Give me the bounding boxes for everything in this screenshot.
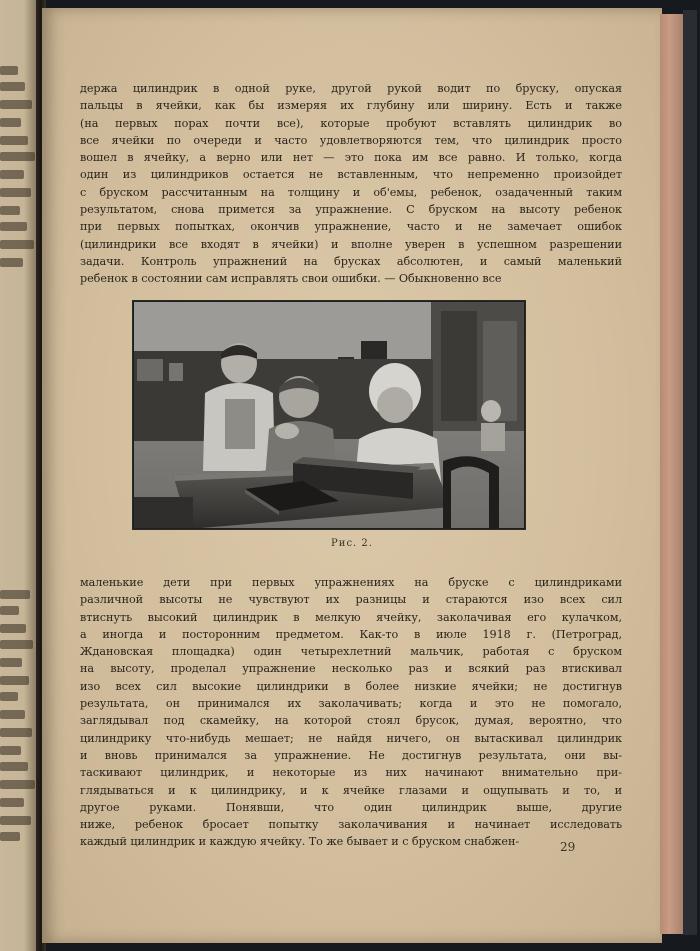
figure-caption: Рис. 2.	[331, 538, 373, 549]
paragraph-bottom-line: маленькие дети при первых упражнениях на бруске с цилиндриками	[80, 576, 622, 589]
photo-figure	[132, 300, 526, 530]
paragraph-top-line: пальцы в ячейки, как бы измеряя их глубину или ширину. Есть и также	[80, 99, 622, 113]
left-page-text-fragment	[0, 590, 30, 599]
book-page	[42, 8, 662, 943]
paragraph-top-line: вошел в ячейку, а верно или нет — это пока им все равно. И только, когда	[80, 151, 622, 165]
paragraph-top-line: задачи. Контроль упражнений на брусках абсолютен, и самый маленький	[80, 254, 622, 268]
left-page-text-fragment	[0, 780, 35, 789]
page-edge-stack	[660, 14, 684, 934]
paragraph-bottom-line: ниже, ребенок бросает попытку заколачивания и начинает исследовать	[80, 818, 622, 832]
paragraph-top-line: при первых попытках, окончив упражнение, часто и не замечает ошибок	[80, 220, 622, 234]
paragraph-bottom-line: и вновь принимался за упражнение. Не достигнув результата, они вы-	[80, 748, 622, 762]
left-page-text-fragment	[0, 100, 32, 109]
left-page-text-fragment	[0, 206, 20, 215]
book-cover-edge	[683, 10, 697, 935]
left-page-text-fragment	[0, 816, 31, 825]
left-page-text-fragment	[0, 66, 18, 75]
paragraph-top-line: с бруском рассчитанным на толщину и об'емы, ребенок, озадаченный таким	[80, 185, 622, 199]
left-page-text-fragment	[0, 832, 20, 841]
left-page-text-fragment	[0, 170, 24, 179]
left-page-text-fragments	[0, 0, 40, 951]
paragraph-bottom	[80, 574, 622, 851]
paragraph-bottom-line: Ждановская площадка) один четырехлетний мальчик, работая с бруском	[80, 645, 622, 659]
left-page-text-fragment	[0, 746, 21, 755]
paragraph-top	[80, 80, 622, 288]
left-page-text-fragment	[0, 82, 25, 91]
left-page-text-fragment	[0, 640, 33, 649]
left-page-text-fragment	[0, 710, 25, 719]
classroom-photo	[133, 301, 525, 529]
left-facing-page	[0, 0, 40, 951]
left-page-text-fragment	[0, 136, 28, 145]
paragraph-bottom-line: заглядывал под скамейку, на которой стоял брусок, думая, вероятно, что	[80, 714, 622, 728]
paragraph-bottom-line: результата, он принимался их заколачивать; когда и это не помогало,	[80, 697, 622, 711]
paragraph-top-line: держа цилиндрик в одной руке, другой рукой водит по бруску, опуская	[80, 82, 622, 95]
page-number: 29	[560, 840, 576, 854]
paragraph-bottom-line: другое руками. Понявши, что один цилиндрик выше, другие	[80, 800, 622, 814]
left-page-text-fragment	[0, 188, 31, 197]
paragraph-bottom-line: на высоту, проделал упражнение несколько раз и всякий раз втискивал	[80, 662, 622, 676]
left-page-text-fragment	[0, 258, 23, 267]
left-page-text-fragment	[0, 762, 28, 771]
left-page-text-fragment	[0, 240, 34, 249]
paragraph-top-line: один из цилиндриков остается не вставленным, что непременно произойдет	[80, 168, 622, 182]
left-page-text-fragment	[0, 676, 29, 685]
paragraph-top-line: (на первых порах почти все), которые пробуют вставлять цилиндрик во	[80, 116, 622, 130]
paragraph-top-line: (цилиндрики все входят в ячейки) и вполне уверен в успешном разрешении	[80, 237, 622, 251]
paragraph-bottom-line: а иногда и посторонним предметом. Как-то в июле 1918 г. (Петроград,	[80, 627, 622, 641]
paragraph-bottom-line: изо всех сил высокие цилиндрики в более низкие ячейки; не достигнув	[80, 679, 622, 693]
left-page-text-fragment	[0, 728, 32, 737]
paragraph-bottom-line: различной высоты не чувствуют их разницы и стараются изо всех сил	[80, 593, 622, 607]
left-page-text-fragment	[0, 606, 19, 615]
paragraph-top-line: все ячейки по очереди и часто удовлетворяются тем, что цилиндрик просто	[80, 133, 622, 147]
paragraph-top-line: результатом, снова примется за упражнение. С бруском на высоту ребенок	[80, 203, 622, 217]
left-page-text-fragment	[0, 692, 18, 701]
paragraph-top-line: ребенок в состоянии сам исправлять свои ошибки. — Обыкновенно все	[80, 272, 502, 286]
paragraph-bottom-line: цилиндрику что-нибудь мешает; не найдя ничего, он вытаскивал цилиндрик	[80, 731, 622, 745]
left-page-text-fragment	[0, 118, 21, 127]
left-page-text-fragment	[0, 152, 35, 161]
left-page-text-fragment	[0, 798, 24, 807]
left-page-text-fragment	[0, 222, 27, 231]
paragraph-bottom-line: глядываться и к цилиндрику, и к ячейке глазами и ощупывать и то, и	[80, 783, 622, 797]
paragraph-bottom-line: втиснуть высокий цилиндрик в мелкую ячейку, заколачивая его кулачком,	[80, 610, 622, 624]
left-page-text-fragment	[0, 658, 22, 667]
paragraph-bottom-line: каждый цилиндрик и каждую ячейку. То же бывает и с бруском снабжен-	[80, 835, 520, 849]
left-page-text-fragment	[0, 624, 26, 633]
paragraph-bottom-line: таскивают цилиндрик, и некоторые из них начинают внимательно при-	[80, 766, 622, 780]
